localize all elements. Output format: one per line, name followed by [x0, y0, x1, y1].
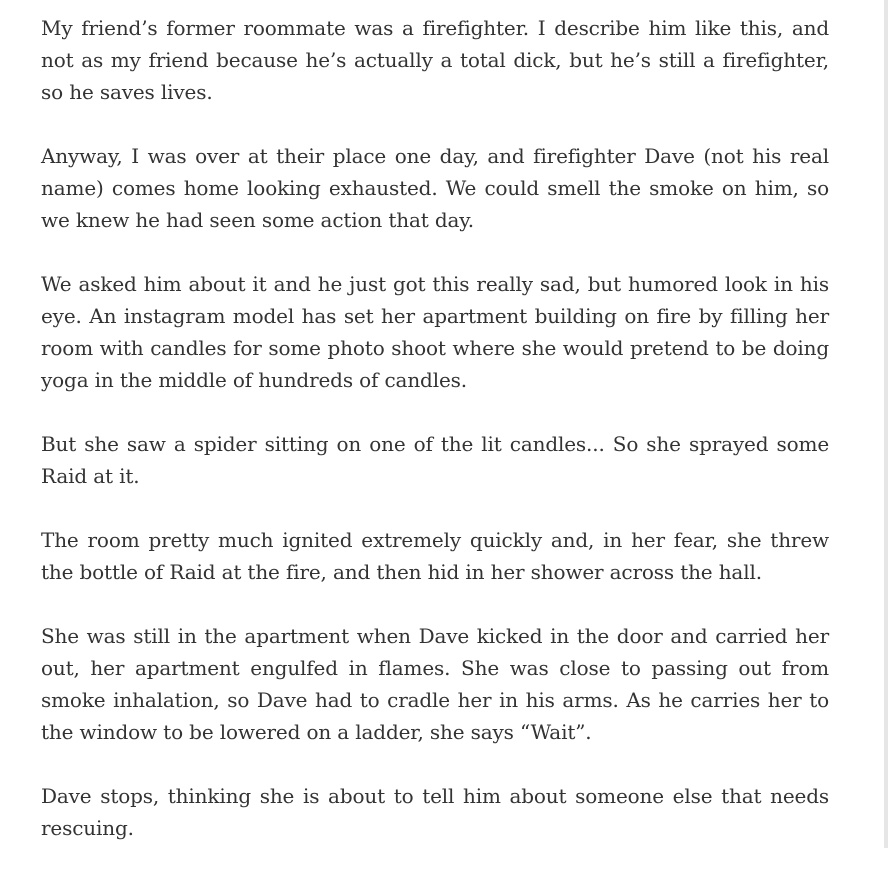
- paragraph-1: My friend’s former roommate was a firefighter. I describe him like this, and not as my friend because he’s actually a total dick, but he’s still a firefighter, so he saves lives.: [41, 16, 829, 104]
- paragraph-2: Anyway, I was over at their place one day, and firefighter Dave (not his real name) comes home looking exhausted. We could smell the smoke on him, so we knew he had seen some action that day.: [41, 144, 829, 232]
- paragraph-7: Dave stops, thinking she is about to tell him about someone else that needs rescuing.: [41, 784, 829, 840]
- paragraph-6: She was still in the apartment when Dave kicked in the door and carried her out, her apartment engulfed in flames. She was close to passing out from smoke inhalation, so Dave had to cradle her in his arms. As he carries her to the window to be lowered on a ladder, she says “Wait”.: [41, 624, 829, 744]
- paragraph-3: We asked him about it and he just got this really sad, but humored look in his eye. An instagram model has set her apartment building on fire by filling her room with candles for some photo shoot where she would pretend to be doing yoga in the middle of hundreds of candles.: [41, 272, 829, 392]
- paragraph-4: But she saw a spider sitting on one of the lit candles... So she sprayed some Raid at it.: [41, 432, 829, 488]
- paragraph-5: The room pretty much ignited extremely quickly and, in her fear, she threw the bottle of Raid at the fire, and then hid in her shower across the hall.: [41, 528, 829, 584]
- page-right-edge: [884, 0, 888, 848]
- article-body: [41, 12, 829, 876]
